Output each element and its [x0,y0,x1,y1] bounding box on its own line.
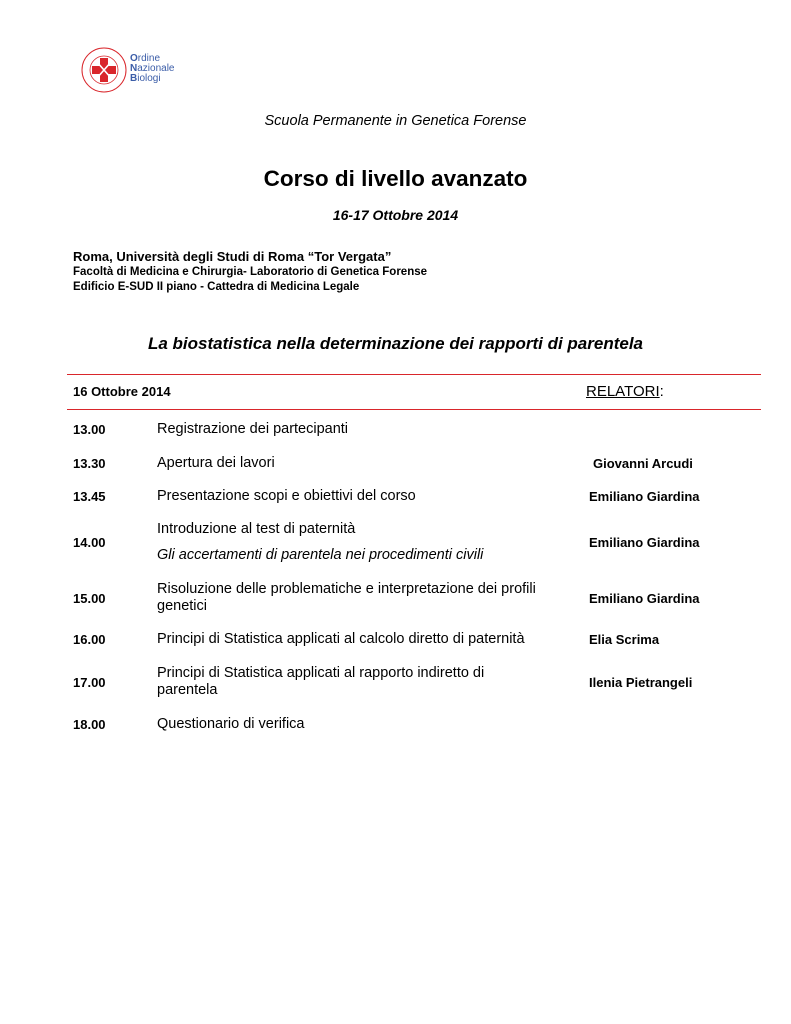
row-time: 13.45 [73,489,106,504]
row-time: 16.00 [73,632,106,647]
row-description-italic: Gli accertamenti di parentela nei procedimenti civili [157,547,484,563]
course-subtitle: La biostatistica nella determinazione dei rapporti di parentela [147,334,643,353]
school-name: Scuola Permanente in Genetica Forense [264,113,527,129]
row-speaker: Giovanni Arcudi [593,456,693,471]
seal-icon [80,44,128,96]
row-speaker: Emiliano Giardina [589,489,700,504]
row-time: 13.30 [73,456,106,471]
logo-wordmark: Ordine Nazionale Biologi [130,53,175,84]
venue-line-2: Facoltà di Medicina e Chirurgia- Laboratorio di Genetica Forense [73,266,428,278]
venue [73,248,427,295]
row-time: 15.00 [73,591,106,606]
row-description: Risoluzione delle problematiche e interpretazione dei profili genetici [157,581,536,614]
row-speaker: Ilenia Pietrangeli [589,675,693,690]
row-description: Questionario di verifica [157,716,305,732]
course-dates: 16-17 Ottobre 2014 [332,207,459,223]
row-speaker: Emiliano Giardina [589,591,700,606]
row-description: Registrazione dei partecipanti [157,421,349,437]
row-speaker: Elia Scrima [589,632,660,647]
speakers-header: RELATORI: [586,383,664,400]
row-time: 13.00 [73,422,106,437]
divider-top [67,374,761,375]
venue-line-3: Edificio E-SUD II piano - Cattedra di Medicina Legale [73,281,360,293]
row-description: Apertura dei lavori [157,455,275,471]
row-time: 17.00 [73,675,106,690]
row-description: Principi di Statistica applicati al rapporto indiretto di parentela [157,665,485,698]
row-description [157,521,577,564]
row-description: Presentazione scopi e obiettivi del corso [157,488,416,504]
course-title: Corso di livello avanzato [263,166,528,191]
venue-line-1: Roma, Università degli Studi di Roma “Tor Vergata” [73,249,392,264]
row-time: 14.00 [73,535,106,550]
divider-bottom [67,409,761,410]
row-time: 18.00 [73,717,106,732]
day-label: 16 Ottobre 2014 [73,384,171,399]
logo [80,44,180,96]
row-description-main: Introduzione al test di paternità [157,521,356,537]
row-description: Principi di Statistica applicati al calcolo diretto di paternità [157,631,525,647]
row-speaker: Emiliano Giardina [589,535,700,550]
